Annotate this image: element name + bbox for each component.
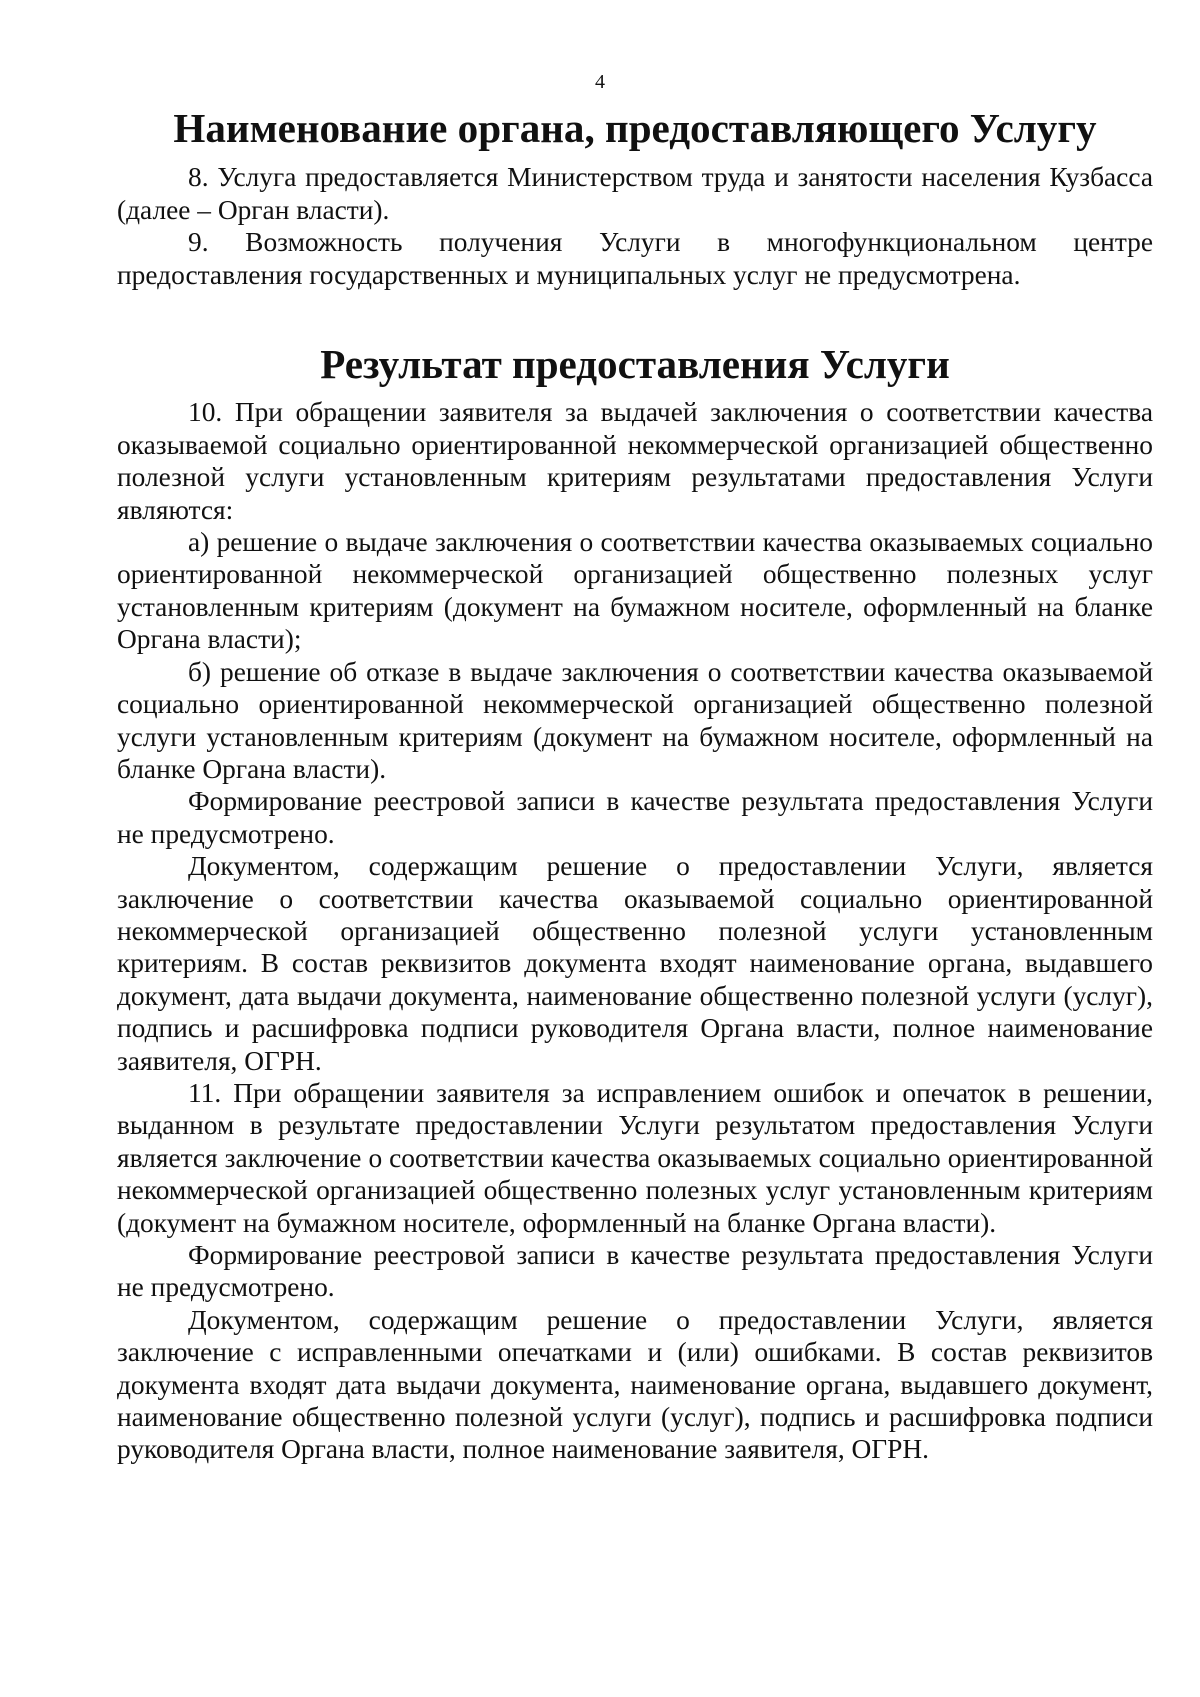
section-heading: Наименование органа, предоставляющего Услугу — [173, 105, 1097, 151]
paragraph-registry-record: Формирование реестровой записи в качестве результата предоставления Услуги не предусмотрено. — [117, 786, 1153, 849]
paragraph-registry-record-2: Формирование реестровой записи в качестве результата предоставления Услуги не предусмотрено. — [117, 1240, 1153, 1303]
paragraph-8: 8. Услуга предоставляется Министерством труда и занятости населения Кузбасса (далее – Орган власти). — [117, 162, 1153, 225]
section-service-result — [117, 341, 1153, 1466]
section-heading: Результат предоставления Услуги — [320, 341, 950, 388]
paragraph-decision-document-2: Документом, содержащим решение о предоставлении Услуги, является заключение с исправленными опечатками и (или) ошибками. В состав реквизитов документа входят дата выдачи документа, наименование органа, выдавшего документ, наименование общественно полезной услуги (услуг), подпись и расшифровка подписи руководителя Органа власти, полное наименование заявителя, ОГРН. — [117, 1304, 1153, 1465]
paragraph-10-a: а) решение о выдаче заключения о соответствии качества оказываемых социально ориентированной некоммерческой организацией общественно полезных услуг установленным критериям (документ на бумажном носителе, оформленный на бланке Органа власти); — [117, 527, 1153, 655]
section-service-authority — [117, 105, 1153, 291]
document-body — [117, 105, 1153, 1466]
paragraph-decision-document: Документом, содержащим решение о предоставлении Услуги, является заключение о соответствии качества оказываемой социально ориентированной некоммерческой организацией общественно полезной услуги установленным критериям. В состав реквизитов документа входят наименование органа, выдавшего документ, дата выдачи документа, наименование общественно полезной услуги (услуг), подпись и расшифровка подписи руководителя Органа власти, полное наименование заявителя, ОГРН. — [117, 851, 1153, 1076]
paragraph-11: 11. При обращении заявителя за исправлением ошибок и опечаток в решении, выданном в результате предоставлении Услуги результатом предоставления Услуги является заключение о соответствии качества оказываемых социально ориентированной некоммерческой организацией общественно полезных услуг установленным критериям (документ на бумажном носителе, оформленный на бланке Органа власти). — [117, 1077, 1153, 1238]
paragraph-9: 9. Возможность получения Услуги в многофункциональном центре предоставления государственных и муниципальных услуг не предусмотрена. — [117, 227, 1153, 290]
paragraph-10-b: б) решение об отказе в выдаче заключения о соответствии качества оказываемой социально ориентированной некоммерческой организацией общественно полезной услуги установленным критериям (документ на бумажном носителе, оформленный на бланке Органа власти). — [117, 656, 1153, 784]
page-number: 4 — [595, 71, 605, 93]
paragraph-10: 10. При обращении заявителя за выдачей заключения о соответствии качества оказываемой социально ориентированной некоммерческой организацией общественно полезной услуги установленным критериям результатами предоставления Услуги являются: — [117, 397, 1153, 525]
